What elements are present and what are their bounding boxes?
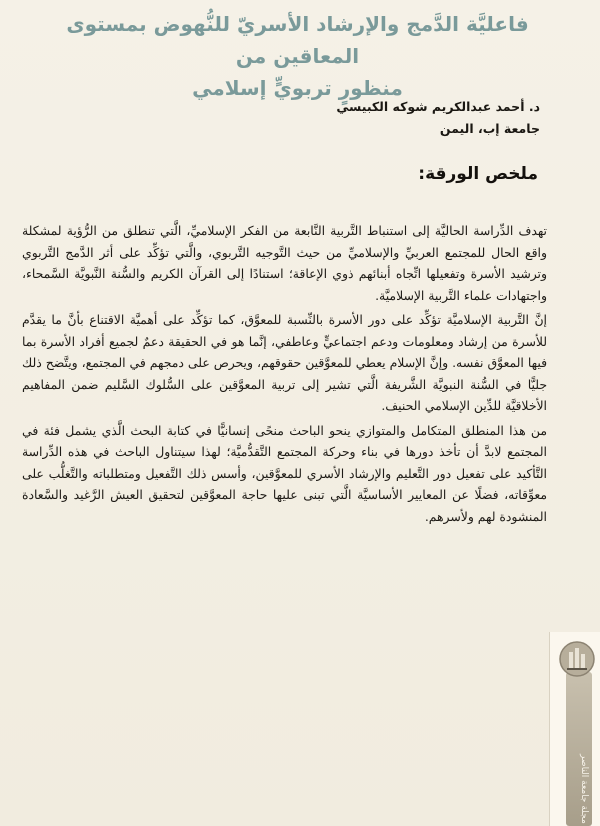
- abstract-body: [22, 220, 547, 530]
- author-affiliation: جامعة إب، اليمن: [439, 121, 540, 136]
- title-line-1: فاعليَّة الدَّمج والإرشاد الأسريّ للنُّهوض بمستوى المعاقين من: [66, 12, 529, 68]
- paper-title: [20, 8, 575, 104]
- author-block: [336, 96, 540, 140]
- abstract-paragraph-1: تهدف الدِّراسة الحاليَّة إلى استنباط التَّربية النَّابعة من الفكر الإسلاميِّ، الَّتي تنطلق من الرُّؤية لمشكلة واقع الحال للمجتمع العربيِّ والإسلاميِّ من حيث التَّوجيه التَّربوي، والَّتي تؤكِّد على أثر الدَّمج التَّربوي وترشيد الأسرة وتفعيلها اتِّجاه أبنائهم ذوي الإعاقة؛ استنادًا إلى القرآن الكريم والسُّنة النَّبويَّة السَّمحاء، واجتهادات علماء التَّربية الإسلاميَّة.: [22, 223, 547, 303]
- abstract-paragraph-2: إنَّ التَّربية الإسلاميَّة تؤكِّد على دور الأسرة بالنِّسبة للمعوَّق، كما تؤكِّد على أهميَّة الاقتناع بأنَّ ما يقدَّم للأسرة من إرشاد ومعلومات ودعم اجتماعيٍّ وعاطفي، إنَّما هو في الحقيقة دعمٌ لجميع أفراد الأسرة بما فيها المعوَّق نفسه. وإنَّ الإسلام يعطي للمعوَّقين حقوقهم، ويحرص على دمجهم في المجتمع، ويتَّضح ذلك جليًّا في السُّنة النبويَّة الشَّريفة الَّتي تشير إلى تربية المعوَّقين على السُّلوك السَّليم ضمن المفاهيم الأخلاقيَّة للدِّين الإسلامي الحنيف.: [22, 312, 547, 413]
- abstract-heading: ملخص الورقة:: [418, 164, 538, 184]
- author-name: د. أحمد عبدالكريم شوكه الكبيسي: [336, 99, 540, 114]
- abstract-paragraph-3: من هذا المنطلق المتكامل والمتوازي ينحو الباحث منحًى إنسانيًّا في كتابة البحث الَّذي يشمل فئة في المجتمع لابدَّ أن تأخذ دورها في بناء وحركة المجتمع التَّقدُّميَّة؛ لهذا سيتناول الباحث في هذه الدِّراسة التَّأكيد على تفعيل دور التَّعليم والإرشاد الأسري للمعوَّقين، وأسس ذلك التَّفعيل ومتطلباته والتَّغلُّب على معوِّقاته، فضلًا عن المعايير الأساسيَّة الَّتي تبنى عليها حاجة المعوَّقين لتحقيق العيش الرَّغيد والسَّعادة المنشودة لهم ولأسرهم.: [22, 422, 547, 524]
- side-tab-text: مجلة جامعة الناصر: [579, 754, 589, 824]
- journal-logo-icon: [558, 640, 596, 678]
- title-line-2: منظورٍ تربويٍّ إسلامي: [192, 76, 403, 100]
